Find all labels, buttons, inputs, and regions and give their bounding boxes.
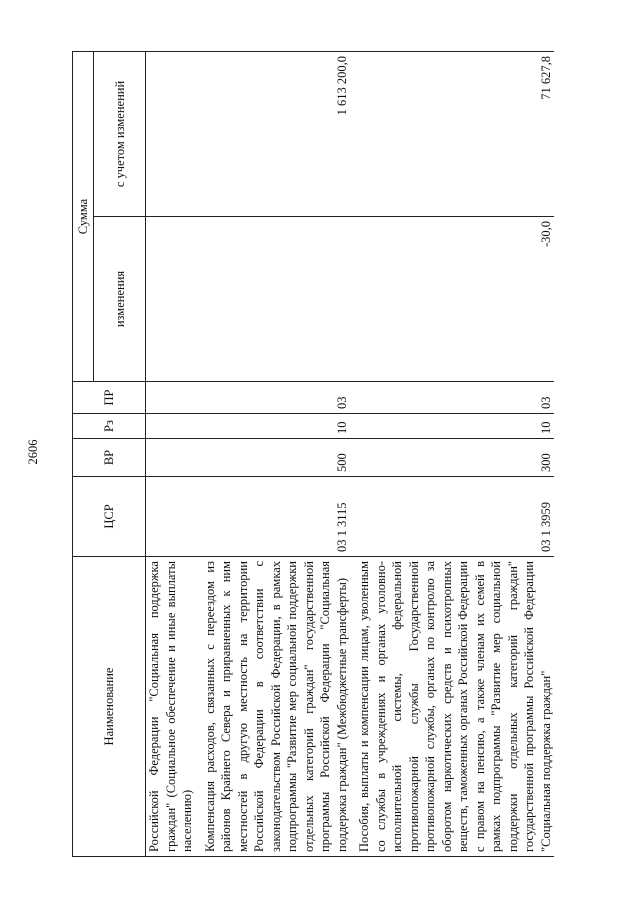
row-csr: 03 1 3959 xyxy=(350,477,554,557)
row-vr: 500 xyxy=(196,439,351,477)
row-with-change xyxy=(146,52,196,217)
header-csr: ЦСР xyxy=(73,477,146,557)
header-change: изменения xyxy=(94,217,146,382)
row-pr: 03 xyxy=(350,382,554,414)
row-rz: 10 xyxy=(350,414,554,439)
row-with-change: 71 627,8 xyxy=(350,52,554,217)
row-pr: 03 xyxy=(196,382,351,414)
landscape-sheet xyxy=(72,52,602,857)
row-csr xyxy=(146,477,196,557)
budget-table xyxy=(72,51,554,857)
row-pr xyxy=(146,382,196,414)
table-row xyxy=(196,52,351,857)
header-vr: ВР xyxy=(73,439,146,477)
table-row xyxy=(146,52,196,857)
page-number: 2606 xyxy=(26,439,40,465)
row-vr: 300 xyxy=(350,439,554,477)
header-with-change: с учетом изменений xyxy=(94,52,146,217)
row-name: Компенсация расходов, связанных с переездом из районов Крайнего Севера и приравненных к ним местностей в другую местность на территории Российской Федерации в соответствии с законодательством Российской Федерации, в рамках подпрограммы "Развитие мер социальной поддержки отдельных категорий граждан" государственной программы Российской Федерации "Социальная поддержка граждан" (Межбюджетные трансферты) xyxy=(196,557,351,857)
table-row xyxy=(350,52,554,857)
row-change xyxy=(146,217,196,382)
row-vr xyxy=(146,439,196,477)
row-change xyxy=(196,217,351,382)
row-rz xyxy=(146,414,196,439)
header-rz: Рз xyxy=(73,414,146,439)
header-name: Наименование xyxy=(73,557,146,857)
row-csr: 03 1 3115 xyxy=(196,477,351,557)
row-change: -30,0 xyxy=(350,217,554,382)
row-name: Российской Федерации "Социальная поддержка граждан" (Социальное обеспечение и иные выплаты населению) xyxy=(146,557,196,857)
row-rz: 10 xyxy=(196,414,351,439)
row-name: Пособия, выплаты и компенсации лицам, уволенным со службы в учреждениях и органах уголовно-исполнительной системы, федеральной противопожарной службы Государственной противопожарной службы, органах по контролю за оборотом наркотических средств и психотропных веществ, таможенных органах Российской Федерации с правом на пенсию, а также членам их семей в рамках подпрограммы "Развитие мер социальной поддержки отдельных категорий граждан" государственной программы Российской Федерации "Социальная поддержка граждан" xyxy=(350,557,554,857)
header-sum: Сумма xyxy=(73,52,94,382)
row-with-change: 1 613 200,0 xyxy=(196,52,351,217)
header-pr: ПР xyxy=(73,382,146,414)
